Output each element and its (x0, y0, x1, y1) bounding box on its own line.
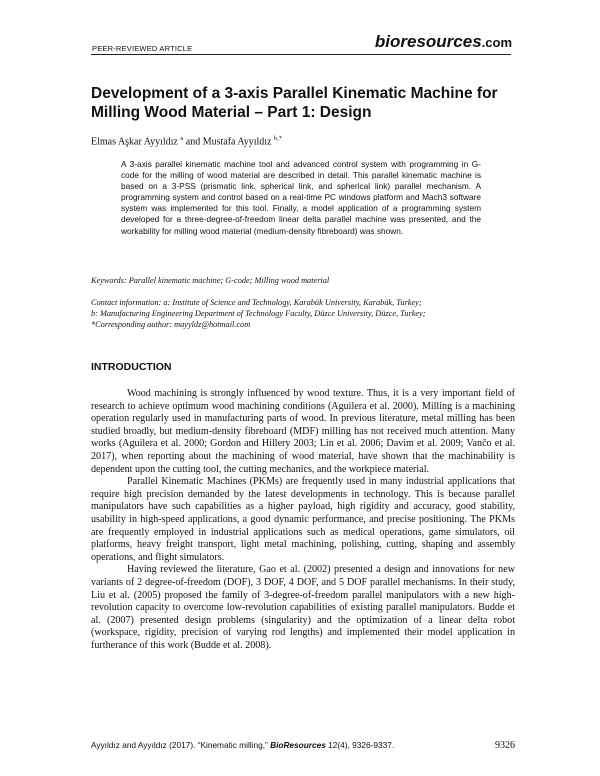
header-rule (91, 54, 511, 55)
running-header-label: PEER-REVIEWED ARTICLE (92, 44, 193, 53)
journal-site-header (375, 32, 512, 52)
page-footer (91, 740, 515, 750)
author-2: and Mustafa Ayyıldız (183, 136, 274, 148)
paragraph-3: Having reviewed the literature, Gao et al. (2002) presented a design and innovations for new variants of 2 degree-of-freedom (DOF), 3 DOF, 4 DOF, and 5 DOF parallel mechanisms. In their study, Liu et al. (2005) proposed the family of 3-degree-of-freedom parallel manipulators with a new high-revolution capacity to overcome low-revolution capabilities of existing parallel manipulators. Budde et al. (2007) presented design problems (singularity) and the optimization of a linear delta robot (workspace, rigidity, precision of varying rod lengths) and implemented their model application in furtherance of this work (Budde et al. 2008). (91, 564, 515, 651)
author-1-affil: a (180, 135, 184, 142)
author-line (91, 135, 282, 147)
paragraph-1: Wood machining is strongly influenced by wood texture. Thus, it is a very important field of research to achieve optimum wood machining conditions (Aguilera et al. 2000). Milling is a machining operation regularly used in manufacturing parts of wood. In previous literature, metal milling has been studied broadly, but medium-density fibreboard (MDF) milling has not received much attention. Many works (Aguilera et al. 2000; Gordon and Hillery 2003; Lin et al. 2006; Davim et al. 2009; Vančo et al. 2017), when reporting about the machining of wood material, have shown that the machinability is dependent upon the cutting tool, the cutting mechanics, and the workpiece material. (91, 388, 515, 475)
keywords: Keywords: Parallel kinematic machine; G-code; Milling wood material (91, 276, 330, 285)
site-name: bioresources (374, 32, 482, 51)
footer-citation-post: 12(4), 9326-9337. (325, 740, 395, 750)
page-number: 9326 (495, 740, 515, 751)
corresponding-author: *Corresponding author: mayyldz@hotmail.com (91, 320, 251, 329)
body-text (91, 388, 515, 652)
paragraph-2: Parallel Kinematic Machines (PKMs) are frequently used in many industrial applications that require high precision demanded by the latest developments in technology. This is because parallel manipulators have such capabilities as a higher payload, high rigidity and accuracy, good stability, usability in high-speed applications, a good dynamic performance, and precise positioning. The PKMs are frequently employed in industrial applications such as medical operations, game simulators, oil platforms, heavy freight transport, light metal machining, polishing, cutting, shaping and assembly operations, and flight simulators. (91, 476, 515, 563)
footer-journal: BioResources (270, 740, 326, 750)
abstract: A 3-axis parallel kinematic machine tool and advanced control system with programming in G-code for the milling of wood material are described in detail. This parallel kinematic machine is based on a 3-PSS (prismatic link, spherical link, and spherical link) parallel mechanism. A programming system and control based on a real-time PC windows platform and Mach3 software system was implemented for this tool. Finally, a model application of a programming system developed for a three-degree-of-freedom linear delta parallel machine was presented, and the workability for milling wood material (medium-density fibreboard) was shown. (121, 159, 481, 236)
footer-citation-pre: Ayyıldız and Ayyıldız (2017). “Kinematic milling,” (91, 740, 271, 750)
author-2-affil: b,* (273, 135, 283, 142)
contact-line-a: Contact information: a: Institute of Science and Technology, Karabük University, Karabük, Turkey; (91, 298, 422, 307)
author-1: Elmas Aşkar Ayyıldız (91, 136, 181, 148)
article-title: Development of a 3-axis Parallel Kinematic Machine for Milling Wood Material – Part 1: Design (91, 85, 498, 121)
section-heading-introduction: INTRODUCTION (91, 361, 172, 373)
contact-line-b: b: Manufacturing Engineering Department of Technology Faculty, Düzce University, Düzce, Turkey; (91, 309, 426, 318)
contact-info (91, 297, 511, 330)
site-domain: .com (481, 35, 512, 50)
